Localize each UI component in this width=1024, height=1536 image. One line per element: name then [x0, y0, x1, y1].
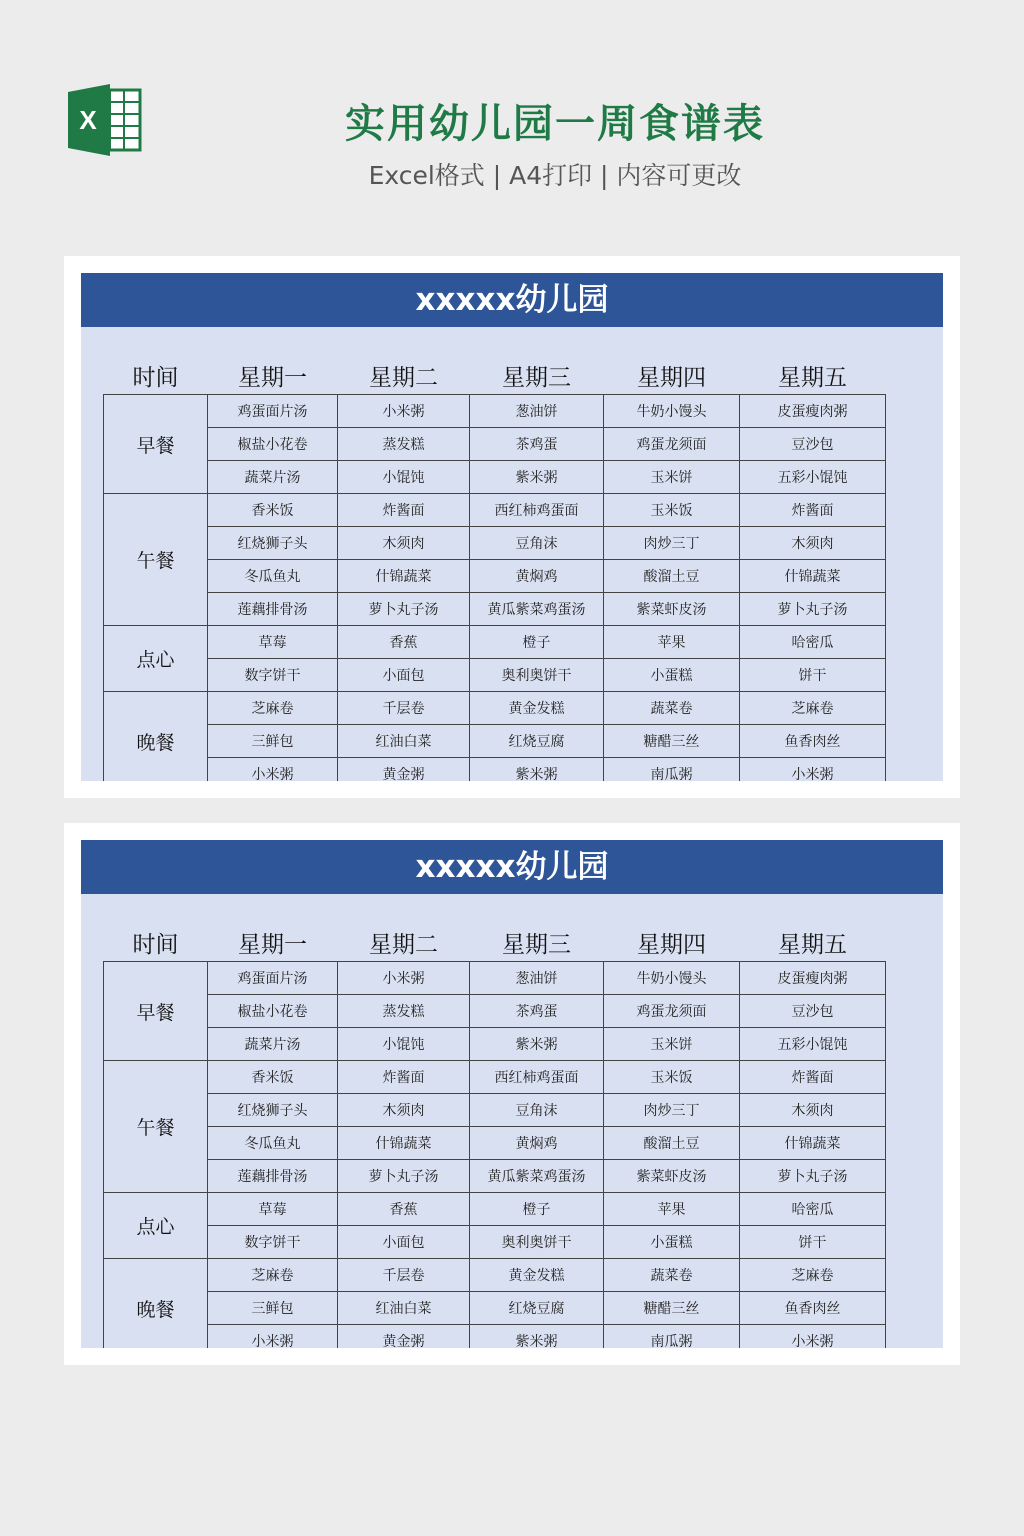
column-header-day: 星期一: [238, 932, 307, 958]
table-row: [104, 1061, 886, 1094]
table-row: [104, 1325, 886, 1349]
menu-cell: 香蕉: [338, 1193, 470, 1226]
menu-cell: 小米粥: [740, 1325, 886, 1349]
menu-cell: 木须肉: [740, 527, 886, 560]
menu-cell: 饼干: [740, 1226, 886, 1259]
menu-cell: 黄金粥: [338, 1325, 470, 1349]
menu-cell: 五彩小馄饨: [740, 461, 886, 494]
menu-cell: 什锦蔬菜: [338, 1127, 470, 1160]
menu-cell: 小米粥: [208, 1325, 338, 1349]
menu-cell: 玉米饭: [604, 494, 740, 527]
page-title: 实用幼儿园一周食谱表: [345, 101, 765, 147]
menu-cell: 香米饭: [208, 494, 338, 527]
menu-cell: 蔬菜片汤: [208, 461, 338, 494]
menu-cell: 小馄饨: [338, 461, 470, 494]
weekly-menu-table: [103, 344, 886, 781]
column-header-time: 时间: [132, 932, 179, 958]
kindergarten-banner: xxxxx幼儿园: [81, 273, 943, 327]
menu-cell: 紫米粥: [470, 1028, 604, 1061]
menu-cell: 玉米饼: [604, 461, 740, 494]
meal-label: 点心: [104, 626, 208, 692]
menu-cell: 糖醋三丝: [604, 725, 740, 758]
meal-label: 午餐: [104, 1061, 208, 1193]
menu-cell: 葱油饼: [470, 395, 604, 428]
preview-panel-2: [64, 823, 960, 1365]
menu-cell: 芝麻卷: [208, 1259, 338, 1292]
menu-cell: 炸酱面: [740, 1061, 886, 1094]
menu-cell: 芝麻卷: [740, 692, 886, 725]
menu-cell: 糖醋三丝: [604, 1292, 740, 1325]
menu-cell: 奥利奥饼干: [470, 1226, 604, 1259]
menu-cell: 鸡蛋龙须面: [604, 995, 740, 1028]
menu-cell: 紫菜虾皮汤: [604, 593, 740, 626]
menu-cell: 紫菜虾皮汤: [604, 1160, 740, 1193]
column-header-day: 星期二: [369, 932, 438, 958]
menu-cell: 小面包: [338, 659, 470, 692]
menu-cell: 芝麻卷: [208, 692, 338, 725]
menu-cell: 香蕉: [338, 626, 470, 659]
table-row: [104, 395, 886, 428]
table-row: [104, 1226, 886, 1259]
menu-cell: 肉炒三丁: [604, 1094, 740, 1127]
menu-cell: 西红柿鸡蛋面: [470, 1061, 604, 1094]
menu-cell: 冬瓜鱼丸: [208, 560, 338, 593]
table-row: [104, 1259, 886, 1292]
menu-cell: 鸡蛋龙须面: [604, 428, 740, 461]
menu-cell: 小米粥: [338, 395, 470, 428]
column-header-day: 星期二: [369, 365, 438, 391]
menu-cell: 牛奶小馒头: [604, 395, 740, 428]
menu-cell: 红油白菜: [338, 1292, 470, 1325]
menu-cell: 皮蛋瘦肉粥: [740, 395, 886, 428]
menu-cell: 草莓: [208, 1193, 338, 1226]
menu-cell: 黄焖鸡: [470, 560, 604, 593]
menu-cell: 木须肉: [338, 527, 470, 560]
menu-cell: 鸡蛋面片汤: [208, 962, 338, 995]
column-header-day: 星期四: [637, 365, 706, 391]
menu-cell: 红烧豆腐: [470, 725, 604, 758]
table-row: [104, 494, 886, 527]
menu-cell: 苹果: [604, 626, 740, 659]
menu-cell: 椒盐小花卷: [208, 428, 338, 461]
menu-cell: 蒸发糕: [338, 428, 470, 461]
menu-cell: 萝卜丸子汤: [740, 593, 886, 626]
menu-cell: 什锦蔬菜: [740, 1127, 886, 1160]
menu-cell: 炸酱面: [740, 494, 886, 527]
menu-cell: 红烧狮子头: [208, 1094, 338, 1127]
page-subtitle: Excel格式 | A4打印 | 内容可更改: [368, 161, 742, 190]
meal-label: 晚餐: [104, 692, 208, 782]
weekly-menu-table: [103, 911, 886, 1348]
menu-cell: 黄瓜紫菜鸡蛋汤: [470, 1160, 604, 1193]
table-row: [104, 560, 886, 593]
menu-cell: 椒盐小花卷: [208, 995, 338, 1028]
menu-cell: 小馄饨: [338, 1028, 470, 1061]
menu-cell: 莲藕排骨汤: [208, 1160, 338, 1193]
table-row: [104, 428, 886, 461]
menu-cell: 炸酱面: [338, 494, 470, 527]
menu-cell: 橙子: [470, 626, 604, 659]
meal-label: 点心: [104, 1193, 208, 1259]
menu-cell: 哈密瓜: [740, 1193, 886, 1226]
meal-label: 早餐: [104, 962, 208, 1061]
table-row: [104, 692, 886, 725]
menu-cell: 小面包: [338, 1226, 470, 1259]
menu-cell: 小蛋糕: [604, 659, 740, 692]
table-row: [104, 995, 886, 1028]
menu-cell: 红烧狮子头: [208, 527, 338, 560]
menu-cell: 萝卜丸子汤: [740, 1160, 886, 1193]
menu-cell: 豆沙包: [740, 428, 886, 461]
menu-cell: 蔬菜卷: [604, 692, 740, 725]
header-row: [104, 344, 886, 395]
menu-cell: 南瓜粥: [604, 1325, 740, 1349]
menu-cell: 草莓: [208, 626, 338, 659]
menu-cell: 牛奶小馒头: [604, 962, 740, 995]
menu-cell: 紫米粥: [470, 758, 604, 782]
menu-cell: 数字饼干: [208, 1226, 338, 1259]
menu-cell: 玉米饼: [604, 1028, 740, 1061]
menu-cell: 紫米粥: [470, 1325, 604, 1349]
menu-cell: 蒸发糕: [338, 995, 470, 1028]
menu-cell: 豆角沫: [470, 1094, 604, 1127]
menu-cell: 莲藕排骨汤: [208, 593, 338, 626]
table-row: [104, 527, 886, 560]
menu-cell: 茶鸡蛋: [470, 428, 604, 461]
menu-cell: 数字饼干: [208, 659, 338, 692]
meal-label: 晚餐: [104, 1259, 208, 1349]
menu-cell: 黄金粥: [338, 758, 470, 782]
table-row: [104, 659, 886, 692]
menu-cell: 小米粥: [338, 962, 470, 995]
table-row: [104, 1094, 886, 1127]
menu-cell: 木须肉: [740, 1094, 886, 1127]
menu-cell: 黄金发糕: [470, 692, 604, 725]
table-row: [104, 725, 886, 758]
meal-label: 午餐: [104, 494, 208, 626]
menu-cell: 什锦蔬菜: [740, 560, 886, 593]
kindergarten-banner: xxxxx幼儿园: [81, 840, 943, 894]
menu-cell: 什锦蔬菜: [338, 560, 470, 593]
table-row: [104, 593, 886, 626]
menu-cell: 蔬菜片汤: [208, 1028, 338, 1061]
column-header-day: 星期五: [778, 365, 847, 391]
menu-cell: 哈密瓜: [740, 626, 886, 659]
meal-label: 早餐: [104, 395, 208, 494]
menu-cell: 冬瓜鱼丸: [208, 1127, 338, 1160]
table-row: [104, 1028, 886, 1061]
menu-cell: 小蛋糕: [604, 1226, 740, 1259]
menu-cell: 皮蛋瘦肉粥: [740, 962, 886, 995]
menu-cell: 酸溜土豆: [604, 560, 740, 593]
column-header-day: 星期四: [637, 932, 706, 958]
menu-cell: 葱油饼: [470, 962, 604, 995]
menu-cell: 鱼香肉丝: [740, 725, 886, 758]
table-row: [104, 626, 886, 659]
menu-cell: 红烧豆腐: [470, 1292, 604, 1325]
column-header-day: 星期一: [238, 365, 307, 391]
menu-cell: 香米饭: [208, 1061, 338, 1094]
menu-cell: 西红柿鸡蛋面: [470, 494, 604, 527]
menu-cell: 木须肉: [338, 1094, 470, 1127]
menu-cell: 茶鸡蛋: [470, 995, 604, 1028]
menu-sheet: [81, 840, 943, 1348]
menu-cell: 蔬菜卷: [604, 1259, 740, 1292]
table-row: [104, 1292, 886, 1325]
menu-cell: 紫米粥: [470, 461, 604, 494]
menu-cell: 鸡蛋面片汤: [208, 395, 338, 428]
menu-cell: 三鲜包: [208, 725, 338, 758]
menu-cell: 黄焖鸡: [470, 1127, 604, 1160]
menu-cell: 红油白菜: [338, 725, 470, 758]
menu-cell: 豆角沫: [470, 527, 604, 560]
menu-cell: 饼干: [740, 659, 886, 692]
column-header-day: 星期三: [502, 365, 571, 391]
menu-cell: 黄瓜紫菜鸡蛋汤: [470, 593, 604, 626]
menu-cell: 芝麻卷: [740, 1259, 886, 1292]
table-row: [104, 1193, 886, 1226]
menu-cell: 千层卷: [338, 692, 470, 725]
menu-cell: 炸酱面: [338, 1061, 470, 1094]
menu-cell: 黄金发糕: [470, 1259, 604, 1292]
table-row: [104, 1160, 886, 1193]
table-row: [104, 962, 886, 995]
menu-cell: 豆沙包: [740, 995, 886, 1028]
menu-sheet: [81, 273, 943, 781]
menu-cell: 橙子: [470, 1193, 604, 1226]
table-row: [104, 1127, 886, 1160]
menu-cell: 奥利奥饼干: [470, 659, 604, 692]
menu-cell: 酸溜土豆: [604, 1127, 740, 1160]
menu-cell: 萝卜丸子汤: [338, 1160, 470, 1193]
menu-cell: 小米粥: [208, 758, 338, 782]
menu-cell: 三鲜包: [208, 1292, 338, 1325]
menu-cell: 萝卜丸子汤: [338, 593, 470, 626]
header: [0, 0, 1024, 230]
excel-logo-icon: [66, 84, 144, 156]
header-row: [104, 911, 886, 962]
menu-cell: 南瓜粥: [604, 758, 740, 782]
menu-cell: 鱼香肉丝: [740, 1292, 886, 1325]
menu-cell: 五彩小馄饨: [740, 1028, 886, 1061]
column-header-day: 星期五: [778, 932, 847, 958]
table-row: [104, 461, 886, 494]
menu-cell: 小米粥: [740, 758, 886, 782]
column-header-time: 时间: [132, 365, 179, 391]
menu-cell: 肉炒三丁: [604, 527, 740, 560]
table-row: [104, 758, 886, 782]
column-header-day: 星期三: [502, 932, 571, 958]
excel-logo-letter: X: [79, 105, 97, 135]
menu-cell: 千层卷: [338, 1259, 470, 1292]
menu-cell: 玉米饭: [604, 1061, 740, 1094]
menu-cell: 苹果: [604, 1193, 740, 1226]
preview-panel-1: [64, 256, 960, 798]
